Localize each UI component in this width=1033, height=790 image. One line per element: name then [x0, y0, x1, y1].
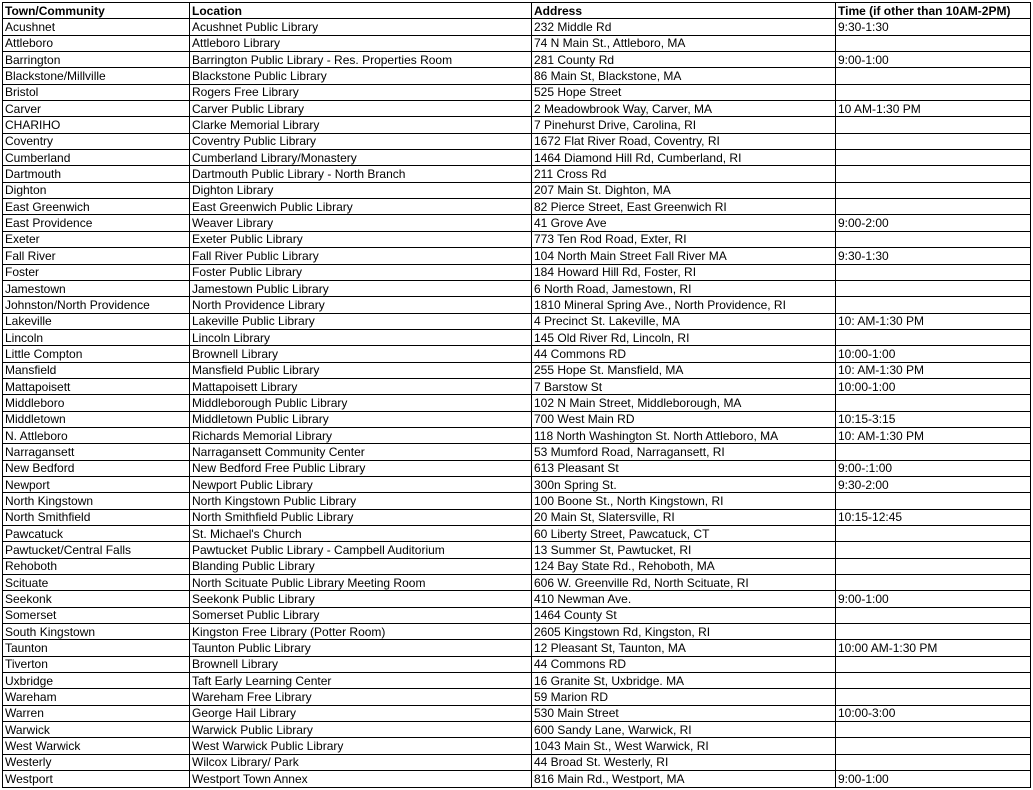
cell-location: Taft Early Learning Center	[190, 673, 532, 689]
cell-location: Mansfield Public Library	[190, 362, 532, 378]
cell-time	[836, 738, 1031, 754]
table-row	[3, 509, 1031, 525]
cell-time	[836, 558, 1031, 574]
cell-time	[836, 689, 1031, 705]
cell-location: George Hail Library	[190, 705, 532, 721]
cell-town: Attleboro	[3, 35, 190, 51]
cell-address: 12 Pleasant St, Taunton, MA	[532, 640, 836, 656]
cell-time	[836, 575, 1031, 591]
cell-address: 606 W. Greenville Rd, North Scituate, RI	[532, 575, 836, 591]
cell-town: West Warwick	[3, 738, 190, 754]
cell-address: 44 Broad St. Westerly, RI	[532, 754, 836, 770]
cell-location: East Greenwich Public Library	[190, 199, 532, 215]
table-row	[3, 542, 1031, 558]
cell-location: Taunton Public Library	[190, 640, 532, 656]
cell-location: Exeter Public Library	[190, 231, 532, 247]
cell-address: 1672 Flat River Road, Coventry, RI	[532, 133, 836, 149]
cell-location: Foster Public Library	[190, 264, 532, 280]
cell-town: Rehoboth	[3, 558, 190, 574]
cell-address: 410 Newman Ave.	[532, 591, 836, 607]
cell-town: Acushnet	[3, 19, 190, 35]
table-body	[3, 19, 1031, 787]
cell-location: Blanding Public Library	[190, 558, 532, 574]
cell-location: Lakeville Public Library	[190, 313, 532, 329]
table-row	[3, 640, 1031, 656]
cell-time: 9:00-:1:00	[836, 460, 1031, 476]
cell-time	[836, 656, 1031, 672]
cell-address: 86 Main St, Blackstone, MA	[532, 68, 836, 84]
cell-address: 1464 County St	[532, 607, 836, 623]
cell-location: North Smithfield Public Library	[190, 509, 532, 525]
table-row	[3, 656, 1031, 672]
cell-town: Warren	[3, 705, 190, 721]
cell-address: 184 Howard Hill Rd, Foster, RI	[532, 264, 836, 280]
table-row	[3, 313, 1031, 329]
cell-town: Wareham	[3, 689, 190, 705]
cell-time	[836, 35, 1031, 51]
table-row	[3, 378, 1031, 394]
cell-time	[836, 133, 1031, 149]
cell-time: 10: AM-1:30 PM	[836, 427, 1031, 443]
cell-location: Weaver Library	[190, 215, 532, 231]
cell-address: 232 Middle Rd	[532, 19, 836, 35]
cell-time	[836, 329, 1031, 345]
table-row	[3, 411, 1031, 427]
cell-town: Pawcatuck	[3, 526, 190, 542]
cell-time: 9:30-1:30	[836, 19, 1031, 35]
cell-address: 41 Grove Ave	[532, 215, 836, 231]
cell-time: 10:00-1:00	[836, 378, 1031, 394]
table-row	[3, 460, 1031, 476]
cell-location: Newport Public Library	[190, 476, 532, 492]
cell-location: Lincoln Library	[190, 329, 532, 345]
cell-town: East Greenwich	[3, 199, 190, 215]
cell-time: 10:15-3:15	[836, 411, 1031, 427]
cell-address: 773 Ten Rod Road, Exter, RI	[532, 231, 836, 247]
cell-town: Middletown	[3, 411, 190, 427]
table-row	[3, 624, 1031, 640]
cell-town: Carver	[3, 101, 190, 117]
cell-address: 16 Granite St, Uxbridge. MA	[532, 673, 836, 689]
cell-time	[836, 493, 1031, 509]
table-row	[3, 558, 1031, 574]
cell-time	[836, 722, 1031, 738]
cell-location: Narragansett Community Center	[190, 444, 532, 460]
cell-town: Taunton	[3, 640, 190, 656]
cell-time: 10 AM-1:30 PM	[836, 101, 1031, 117]
cell-town: Mansfield	[3, 362, 190, 378]
schedule-table	[2, 2, 1031, 788]
table-row	[3, 297, 1031, 313]
table-row	[3, 248, 1031, 264]
cell-address: 20 Main St, Slatersville, RI	[532, 509, 836, 525]
cell-address: 255 Hope St. Mansfield, MA	[532, 362, 836, 378]
cell-location: Somerset Public Library	[190, 607, 532, 623]
cell-location: Dighton Library	[190, 182, 532, 198]
cell-town: North Smithfield	[3, 509, 190, 525]
cell-time: 9:00-1:00	[836, 591, 1031, 607]
cell-location: Fall River Public Library	[190, 248, 532, 264]
table-row	[3, 199, 1031, 215]
cell-town: Johnston/North Providence	[3, 297, 190, 313]
cell-time	[836, 84, 1031, 100]
cell-town: Warwick	[3, 722, 190, 738]
table-row	[3, 84, 1031, 100]
cell-town: Bristol	[3, 84, 190, 100]
cell-time	[836, 182, 1031, 198]
cell-location: Brownell Library	[190, 346, 532, 362]
cell-time	[836, 754, 1031, 770]
table-row	[3, 133, 1031, 149]
cell-location: Dartmouth Public Library - North Branch	[190, 166, 532, 182]
table-row	[3, 771, 1031, 787]
table-row	[3, 754, 1031, 770]
cell-location: North Kingstown Public Library	[190, 493, 532, 509]
cell-location: Brownell Library	[190, 656, 532, 672]
cell-address: 53 Mumford Road, Narragansett, RI	[532, 444, 836, 460]
header-time: Time (if other than 10AM-2PM)	[836, 3, 1031, 19]
table-row	[3, 395, 1031, 411]
cell-town: New Bedford	[3, 460, 190, 476]
cell-time	[836, 231, 1031, 247]
table-row	[3, 150, 1031, 166]
cell-location: St. Michael's Church	[190, 526, 532, 542]
cell-address: 13 Summer St, Pawtucket, RI	[532, 542, 836, 558]
cell-time: 10:15-12:45	[836, 509, 1031, 525]
cell-address: 104 North Main Street Fall River MA	[532, 248, 836, 264]
cell-address: 211 Cross Rd	[532, 166, 836, 182]
table-row	[3, 264, 1031, 280]
table-row	[3, 215, 1031, 231]
cell-location: Coventry Public Library	[190, 133, 532, 149]
cell-address: 1464 Diamond Hill Rd, Cumberland, RI	[532, 150, 836, 166]
cell-address: 600 Sandy Lane, Warwick, RI	[532, 722, 836, 738]
cell-time: 10:00 AM-1:30 PM	[836, 640, 1031, 656]
table-row	[3, 362, 1031, 378]
table-row	[3, 231, 1031, 247]
table-row	[3, 575, 1031, 591]
cell-address: 700 West Main RD	[532, 411, 836, 427]
cell-address: 74 N Main St., Attleboro, MA	[532, 35, 836, 51]
cell-town: CHARIHO	[3, 117, 190, 133]
cell-address: 124 Bay State Rd., Rehoboth, MA	[532, 558, 836, 574]
cell-town: Lakeville	[3, 313, 190, 329]
cell-time	[836, 624, 1031, 640]
header-address: Address	[532, 3, 836, 19]
cell-town: Westport	[3, 771, 190, 787]
cell-address: 530 Main Street	[532, 705, 836, 721]
table-row	[3, 35, 1031, 51]
cell-address: 300n Spring St.	[532, 476, 836, 492]
cell-address: 613 Pleasant St	[532, 460, 836, 476]
cell-town: Middleboro	[3, 395, 190, 411]
cell-town: Dighton	[3, 182, 190, 198]
cell-town: Lincoln	[3, 329, 190, 345]
cell-address: 2605 Kingstown Rd, Kingston, RI	[532, 624, 836, 640]
cell-town: Blackstone/Millville	[3, 68, 190, 84]
table-row	[3, 68, 1031, 84]
table-row	[3, 444, 1031, 460]
cell-time	[836, 280, 1031, 296]
cell-location: Seekonk Public Library	[190, 591, 532, 607]
cell-town: North Kingstown	[3, 493, 190, 509]
cell-time	[836, 607, 1031, 623]
cell-town: Little Compton	[3, 346, 190, 362]
cell-location: Mattapoisett Library	[190, 378, 532, 394]
cell-time	[836, 526, 1031, 542]
cell-address: 59 Marion RD	[532, 689, 836, 705]
cell-location: West Warwick Public Library	[190, 738, 532, 754]
cell-town: Mattapoisett	[3, 378, 190, 394]
cell-town: Foster	[3, 264, 190, 280]
cell-address: 6 North Road, Jamestown, RI	[532, 280, 836, 296]
cell-address: 100 Boone St., North Kingstown, RI	[532, 493, 836, 509]
cell-time: 9:30-1:30	[836, 248, 1031, 264]
cell-town: Tiverton	[3, 656, 190, 672]
cell-location: Cumberland Library/Monastery	[190, 150, 532, 166]
cell-location: North Providence Library	[190, 297, 532, 313]
cell-location: Kingston Free Library (Potter Room)	[190, 624, 532, 640]
cell-town: Exeter	[3, 231, 190, 247]
cell-time: 9:00-1:00	[836, 771, 1031, 787]
cell-time: 9:00-2:00	[836, 215, 1031, 231]
cell-town: Cumberland	[3, 150, 190, 166]
cell-town: Seekonk	[3, 591, 190, 607]
cell-location: New Bedford Free Public Library	[190, 460, 532, 476]
cell-time	[836, 166, 1031, 182]
cell-location: North Scituate Public Library Meeting Room	[190, 575, 532, 591]
cell-address: 816 Main Rd., Westport, MA	[532, 771, 836, 787]
cell-address: 44 Commons RD	[532, 346, 836, 362]
cell-town: South Kingstown	[3, 624, 190, 640]
table-row	[3, 493, 1031, 509]
table-row	[3, 117, 1031, 133]
cell-address: 4 Precinct St. Lakeville, MA	[532, 313, 836, 329]
cell-address: 82 Pierce Street, East Greenwich RI	[532, 199, 836, 215]
cell-location: Richards Memorial Library	[190, 427, 532, 443]
cell-town: Dartmouth	[3, 166, 190, 182]
cell-address: 145 Old River Rd, Lincoln, RI	[532, 329, 836, 345]
cell-address: 7 Pinehurst Drive, Carolina, RI	[532, 117, 836, 133]
table-row	[3, 329, 1031, 345]
cell-address: 44 Commons RD	[532, 656, 836, 672]
cell-time	[836, 264, 1031, 280]
cell-time	[836, 150, 1031, 166]
cell-location: Wareham Free Library	[190, 689, 532, 705]
cell-time	[836, 542, 1031, 558]
cell-address: 1810 Mineral Spring Ave., North Providence, RI	[532, 297, 836, 313]
cell-town: Jamestown	[3, 280, 190, 296]
cell-time: 10:00-3:00	[836, 705, 1031, 721]
table-row	[3, 166, 1031, 182]
cell-location: Warwick Public Library	[190, 722, 532, 738]
table-row	[3, 722, 1031, 738]
cell-address: 207 Main St. Dighton, MA	[532, 182, 836, 198]
header-location: Location	[190, 3, 532, 19]
cell-time: 9:30-2:00	[836, 476, 1031, 492]
cell-address: 281 County Rd	[532, 52, 836, 68]
cell-location: Acushnet Public Library	[190, 19, 532, 35]
cell-time	[836, 444, 1031, 460]
table-row	[3, 738, 1031, 754]
cell-address: 1043 Main St., West Warwick, RI	[532, 738, 836, 754]
cell-time	[836, 395, 1031, 411]
table-row	[3, 705, 1031, 721]
table-row	[3, 591, 1031, 607]
cell-address: 525 Hope Street	[532, 84, 836, 100]
cell-location: Westport Town Annex	[190, 771, 532, 787]
table-row	[3, 52, 1031, 68]
table-row	[3, 476, 1031, 492]
cell-town: Coventry	[3, 133, 190, 149]
cell-time	[836, 297, 1031, 313]
cell-town: Newport	[3, 476, 190, 492]
table-row	[3, 673, 1031, 689]
cell-time	[836, 673, 1031, 689]
cell-address: 7 Barstow St	[532, 378, 836, 394]
cell-location: Barrington Public Library - Res. Properties Room	[190, 52, 532, 68]
table-row	[3, 526, 1031, 542]
cell-location: Middletown Public Library	[190, 411, 532, 427]
table-row	[3, 427, 1031, 443]
table-row	[3, 607, 1031, 623]
cell-time: 9:00-1:00	[836, 52, 1031, 68]
cell-town: Westerly	[3, 754, 190, 770]
table-row	[3, 182, 1031, 198]
cell-time	[836, 68, 1031, 84]
cell-town: East Providence	[3, 215, 190, 231]
table-row	[3, 19, 1031, 35]
cell-town: Barrington	[3, 52, 190, 68]
cell-address: 2 Meadowbrook Way, Carver, MA	[532, 101, 836, 117]
cell-location: Pawtucket Public Library - Campbell Auditorium	[190, 542, 532, 558]
header-row	[3, 3, 1031, 19]
cell-time	[836, 117, 1031, 133]
cell-location: Attleboro Library	[190, 35, 532, 51]
cell-location: Carver Public Library	[190, 101, 532, 117]
cell-town: Scituate	[3, 575, 190, 591]
cell-location: Clarke Memorial Library	[190, 117, 532, 133]
table-row	[3, 689, 1031, 705]
cell-town: Uxbridge	[3, 673, 190, 689]
cell-location: Wilcox Library/ Park	[190, 754, 532, 770]
table-row	[3, 346, 1031, 362]
header-town: Town/Community	[3, 3, 190, 19]
cell-town: N. Attleboro	[3, 427, 190, 443]
cell-town: Pawtucket/Central Falls	[3, 542, 190, 558]
cell-location: Jamestown Public Library	[190, 280, 532, 296]
cell-address: 60 Liberty Street, Pawcatuck, CT	[532, 526, 836, 542]
cell-time	[836, 199, 1031, 215]
cell-address: 118 North Washington St. North Attleboro, MA	[532, 427, 836, 443]
cell-time: 10:00-1:00	[836, 346, 1031, 362]
table-row	[3, 101, 1031, 117]
cell-time: 10: AM-1:30 PM	[836, 362, 1031, 378]
table-row	[3, 280, 1031, 296]
cell-location: Rogers Free Library	[190, 84, 532, 100]
cell-town: Fall River	[3, 248, 190, 264]
cell-town: Somerset	[3, 607, 190, 623]
cell-address: 102 N Main Street, Middleborough, MA	[532, 395, 836, 411]
cell-time: 10: AM-1:30 PM	[836, 313, 1031, 329]
cell-town: Narragansett	[3, 444, 190, 460]
cell-location: Blackstone Public Library	[190, 68, 532, 84]
cell-location: Middleborough Public Library	[190, 395, 532, 411]
